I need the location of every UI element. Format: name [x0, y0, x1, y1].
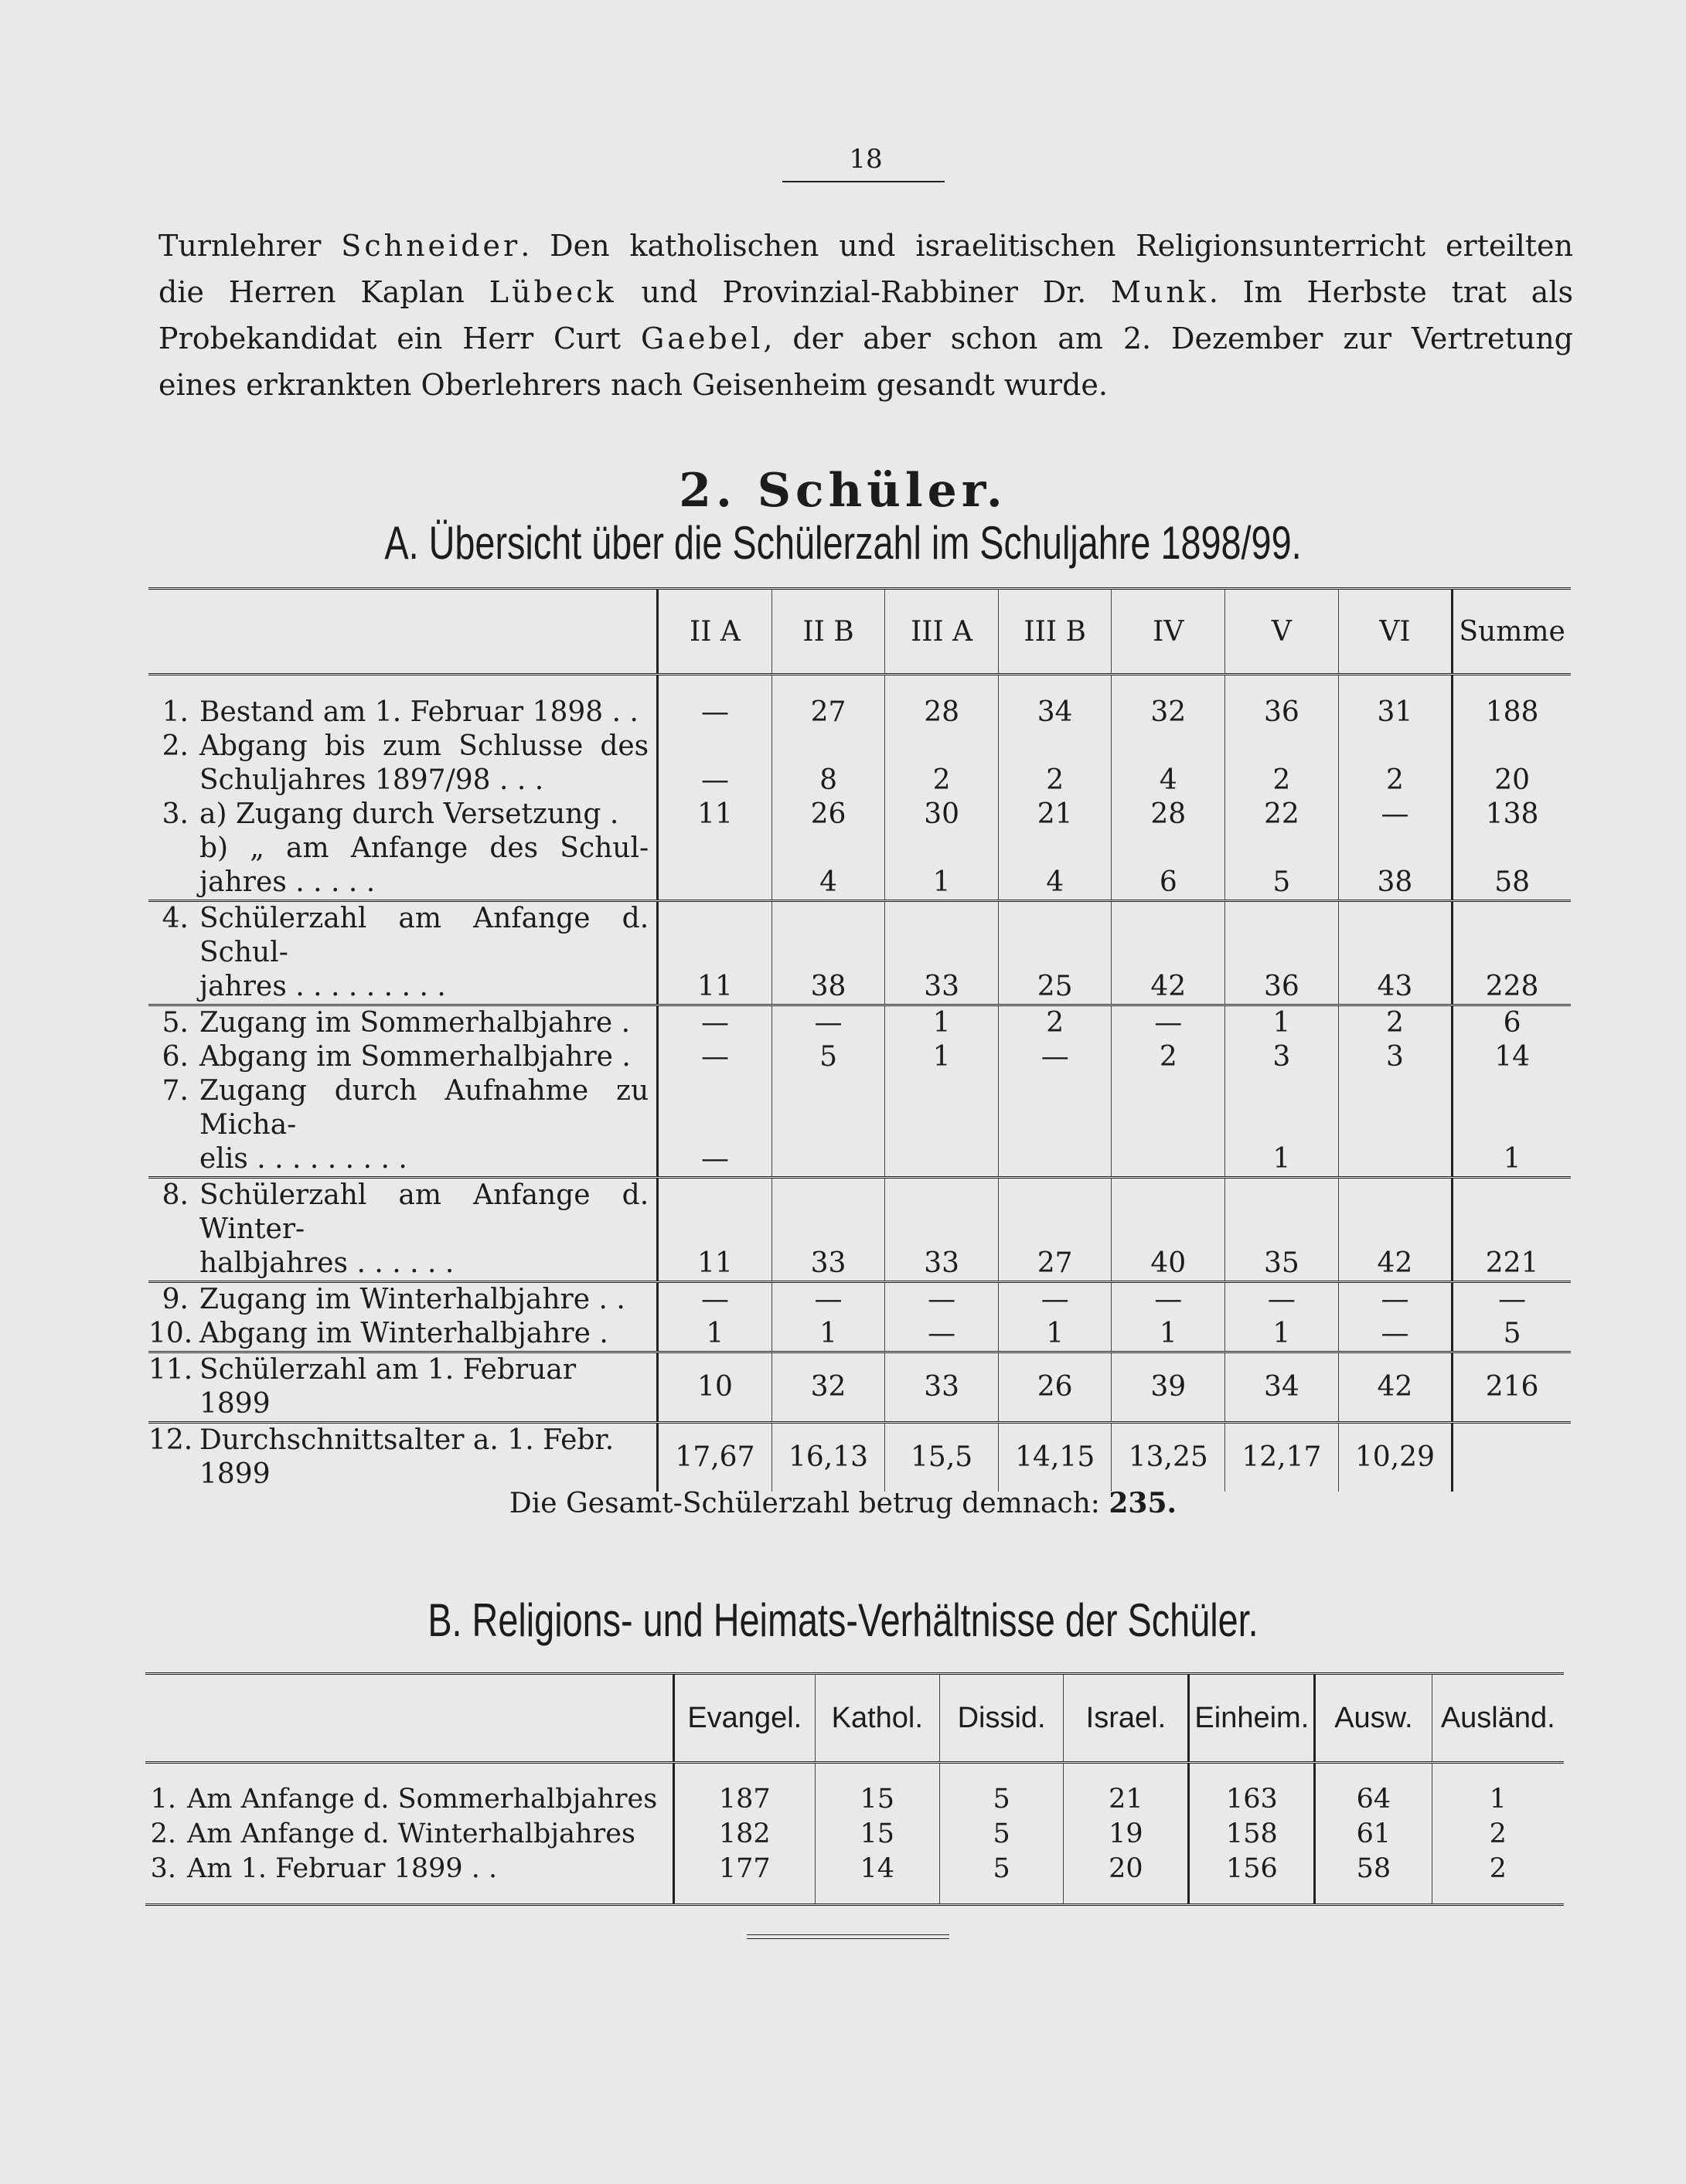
value-cell: 11 [658, 1178, 772, 1282]
value-cell: 17,67 [658, 1423, 772, 1492]
table-row [148, 1352, 1571, 1423]
value-cell: 2 [885, 730, 999, 798]
value-cell: 2 [1338, 730, 1453, 798]
value-cell: 33 [885, 901, 999, 1005]
row-number [148, 832, 189, 866]
value-cell: 1 [1225, 1074, 1339, 1178]
label-continuation: jahres . . . . . [199, 866, 376, 898]
value-cell: — [1338, 798, 1453, 832]
row-number: 1. [162, 696, 189, 728]
value-cell: 28 [885, 675, 999, 730]
value-cell: 58 [1453, 832, 1571, 901]
label-line [145, 1852, 673, 1886]
label-line [148, 902, 649, 970]
label-text: Zugang im Sommerhalbjahre . [199, 1007, 631, 1039]
value-cell: 33 [885, 1178, 999, 1282]
row-label [148, 901, 658, 1005]
label-header [148, 589, 658, 675]
value-cell: 25 [998, 901, 1112, 1005]
row-label [145, 1852, 673, 1905]
value-cell: 1 [885, 1005, 999, 1041]
value-cell: 10 [658, 1352, 772, 1423]
value-cell: — [1112, 1282, 1225, 1318]
table-row [148, 901, 1571, 1005]
intro-line [158, 315, 1573, 362]
table-b-title: B. Religions- und Heimats-Verhältnisse der Schüler. [427, 1594, 1259, 1646]
value-cell: 1 [1453, 1074, 1571, 1178]
value-cell: — [1112, 1005, 1225, 1041]
label-continuation: elis . . . . . . . . . [199, 1143, 407, 1175]
row-number: 12. [148, 1424, 193, 1456]
column-header: IV [1112, 589, 1225, 675]
value-cell: — [885, 1317, 999, 1352]
value-cell: 13,25 [1112, 1423, 1225, 1492]
value-cell: — [658, 675, 772, 730]
value-cell: 182 [673, 1817, 815, 1852]
column-header: II A [658, 589, 772, 675]
student-count-table [148, 587, 1571, 1492]
value-cell: 221 [1453, 1178, 1571, 1282]
value-cell [1453, 1423, 1571, 1492]
value-cell: 2 [1432, 1852, 1564, 1905]
value-cell: 12,17 [1225, 1423, 1339, 1492]
value-cell: 3 [1338, 1040, 1453, 1074]
label-line [148, 730, 649, 764]
value-cell: 1 [1432, 1763, 1564, 1818]
value-cell: 1 [885, 1040, 999, 1074]
label-line [148, 1317, 649, 1351]
value-cell: — [1453, 1282, 1571, 1318]
value-cell: 14,15 [998, 1423, 1112, 1492]
value-cell: 6 [1453, 1005, 1571, 1041]
value-cell: 216 [1453, 1352, 1571, 1423]
label-line [148, 1283, 649, 1317]
value-cell: 1 [998, 1317, 1112, 1352]
intro-paragraph [158, 223, 1573, 408]
text-run: eines erkrankten Oberlehrers nach Geisenheim gesandt wurde. [158, 368, 1108, 402]
value-cell: 11 [658, 901, 772, 1005]
value-cell: 14 [815, 1852, 939, 1905]
value-cell: 138 [1453, 798, 1571, 832]
label-line [148, 798, 649, 832]
value-cell: 1 [1112, 1317, 1225, 1352]
value-cell: 42 [1338, 1178, 1453, 1282]
text-run: , der aber schon am 2. Dezember zur Vertretung [763, 321, 1573, 355]
value-cell: 4 [998, 832, 1112, 901]
text-run: . Den katholischen und israelitischen Religionsunterricht erteilten [520, 229, 1573, 263]
value-cell: 158 [1189, 1817, 1315, 1852]
value-cell: 1 [658, 1317, 772, 1352]
total-students-line [0, 1487, 1686, 1519]
text-run: Probekandidat ein Herr Curt [158, 321, 641, 355]
row-number: 3. [162, 798, 189, 830]
value-cell: — [885, 1282, 999, 1318]
text-run: . Im Herbste trat als [1208, 275, 1573, 309]
value-cell: 2 [1432, 1817, 1564, 1852]
value-cell: 2 [998, 730, 1112, 798]
value-cell: 15 [815, 1763, 939, 1818]
label-text: Schülerzahl am Anfange d. Schul- [199, 903, 649, 968]
row-label [148, 675, 658, 730]
value-cell: 156 [1189, 1852, 1315, 1905]
value-cell: 16,13 [771, 1423, 885, 1492]
row-label [148, 798, 658, 832]
row-number: 4. [162, 903, 189, 934]
label-text: Abgang im Winterhalbjahre . [199, 1318, 608, 1349]
column-header: V [1225, 589, 1339, 675]
column-header: Dissid. [939, 1674, 1064, 1763]
row-label [148, 1074, 658, 1178]
value-cell [771, 1074, 885, 1178]
section-title: 2. Schüler. [679, 464, 1007, 518]
value-cell: 36 [1225, 675, 1339, 730]
intro-line [158, 223, 1573, 269]
label-line [148, 696, 649, 730]
row-label [145, 1763, 673, 1818]
value-cell: 14 [1453, 1040, 1571, 1074]
value-cell: 19 [1064, 1817, 1189, 1852]
value-cell: 33 [771, 1178, 885, 1282]
value-cell: 1 [1225, 1317, 1339, 1352]
column-header: Kathol. [815, 1674, 939, 1763]
row-number: 7. [162, 1075, 189, 1107]
row-label [145, 1817, 673, 1852]
value-cell: — [998, 1040, 1112, 1074]
label-continuation: halbjahres . . . . . . [199, 1247, 455, 1279]
label-text: a) Zugang durch Versetzung . [199, 798, 619, 830]
column-header: Einheim. [1189, 1674, 1315, 1763]
name-munk: Munk [1110, 275, 1209, 309]
value-cell: 1 [771, 1317, 885, 1352]
value-cell: 177 [673, 1852, 815, 1905]
table-row [148, 798, 1571, 832]
row-number: 11. [148, 1354, 193, 1386]
row-label [148, 1423, 658, 1492]
row-number: 9. [162, 1284, 189, 1315]
value-cell: 188 [1453, 675, 1571, 730]
value-cell: 2 [1112, 1040, 1225, 1074]
value-cell: 187 [673, 1763, 815, 1818]
value-cell: 38 [1338, 832, 1453, 901]
label-text: Zugang durch Aufnahme zu Micha- [199, 1075, 649, 1141]
table-row [148, 1178, 1571, 1282]
page-number-rule [782, 181, 945, 182]
value-cell: 36 [1225, 901, 1339, 1005]
row-number: 6. [162, 1041, 189, 1073]
value-cell: 26 [771, 798, 885, 832]
value-cell: 22 [1225, 798, 1339, 832]
value-cell: 6 [1112, 832, 1225, 901]
row-label [148, 1178, 658, 1282]
value-cell: 34 [1225, 1352, 1339, 1423]
value-cell: 35 [1225, 1178, 1339, 1282]
value-cell: 1 [885, 832, 999, 901]
table-row [145, 1852, 1564, 1905]
value-cell: 15 [815, 1817, 939, 1852]
column-header: Ausw. [1315, 1674, 1432, 1763]
value-cell [1112, 1074, 1225, 1178]
label-continuation: Schuljahres 1897/98 . . . [199, 764, 544, 796]
column-header: III B [998, 589, 1112, 675]
value-cell: 40 [1112, 1178, 1225, 1282]
value-cell: 5 [1225, 832, 1339, 901]
value-cell: — [658, 1282, 772, 1318]
value-cell: 64 [1315, 1763, 1432, 1818]
row-label [148, 1040, 658, 1074]
value-cell: 5 [939, 1817, 1064, 1852]
label-line [148, 1179, 649, 1247]
row-label [148, 832, 658, 901]
value-cell: 30 [885, 798, 999, 832]
row-label [148, 730, 658, 798]
row-number: 2. [150, 1818, 176, 1849]
row-number: 8. [162, 1179, 189, 1211]
label-text: Schülerzahl am 1. Februar 1899 [199, 1354, 577, 1420]
value-cell: 5 [939, 1852, 1064, 1905]
value-cell: 21 [998, 798, 1112, 832]
label-text: Am 1. Februar 1899 . . [187, 1853, 498, 1884]
text-run: und Provinzial-Rabbiner Dr. [616, 275, 1111, 309]
row-number: 3. [150, 1853, 176, 1884]
label-header [145, 1674, 673, 1763]
row-number: 2. [162, 730, 189, 762]
table-row [145, 1763, 1564, 1818]
table-row [148, 675, 1571, 730]
row-label [148, 1282, 658, 1318]
name-gaebel: Gaebel [640, 321, 764, 355]
value-cell: 32 [1112, 675, 1225, 730]
value-cell: 21 [1064, 1763, 1189, 1818]
value-cell: 10,29 [1338, 1423, 1453, 1492]
text-run: Turnlehrer [158, 229, 342, 263]
value-cell: 5 [939, 1763, 1064, 1818]
value-cell: — [771, 1005, 885, 1041]
value-cell: 20 [1064, 1852, 1189, 1905]
value-cell: 2 [1338, 1005, 1453, 1041]
value-cell: 39 [1112, 1352, 1225, 1423]
value-cell: — [658, 1040, 772, 1074]
value-cell: 4 [771, 832, 885, 901]
value-cell: 2 [998, 1005, 1112, 1041]
intro-line [158, 269, 1573, 315]
column-header: VI [1338, 589, 1453, 675]
value-cell: — [658, 1074, 772, 1178]
value-cell: 2 [1225, 730, 1339, 798]
value-cell: 15,5 [885, 1423, 999, 1492]
end-rule [747, 1934, 949, 1939]
label-continuation: jahres . . . . . . . . . [199, 971, 446, 1002]
value-cell [658, 832, 772, 901]
value-cell [1338, 1074, 1453, 1178]
value-cell: 61 [1315, 1817, 1432, 1852]
name-schneider: Schneider [341, 229, 521, 263]
column-header: II B [771, 589, 885, 675]
label-line [148, 1353, 649, 1421]
value-cell: 8 [771, 730, 885, 798]
value-cell: 32 [771, 1352, 885, 1423]
column-header: Evangel. [673, 1674, 815, 1763]
column-header: Israel. [1064, 1674, 1189, 1763]
value-cell: 28 [1112, 798, 1225, 832]
religion-origin-table [145, 1672, 1564, 1906]
value-cell: — [998, 1282, 1112, 1318]
table-row [148, 730, 1571, 798]
label-line [148, 1074, 649, 1142]
label-line [148, 1424, 649, 1492]
table-row [148, 1282, 1571, 1318]
table-row [148, 1317, 1571, 1352]
value-cell: 11 [658, 798, 772, 832]
text-run: die Herren Kaplan [158, 275, 489, 309]
label-text: Am Anfange d. Sommerhalbjahres [187, 1784, 658, 1815]
page-number: 18 [849, 144, 883, 175]
value-cell: 20 [1453, 730, 1571, 798]
value-cell: — [1338, 1317, 1453, 1352]
value-cell: 27 [771, 675, 885, 730]
column-header: Ausländ. [1432, 1674, 1564, 1763]
row-number: 10. [148, 1318, 193, 1349]
row-label [148, 1005, 658, 1041]
label-text: b) „ am Anfange des Schul- [199, 832, 649, 864]
table-row [148, 1005, 1571, 1041]
label-text: Bestand am 1. Februar 1898 . . [199, 696, 639, 728]
row-label [148, 1317, 658, 1352]
name-luebeck: Lübeck [489, 275, 617, 309]
label-line [145, 1817, 673, 1852]
table-row [148, 832, 1571, 901]
table-row [145, 1817, 1564, 1852]
value-cell: — [1338, 1282, 1453, 1318]
row-number: 5. [162, 1007, 189, 1039]
label-line [148, 832, 649, 866]
table-row [148, 1040, 1571, 1074]
label-text: Schülerzahl am Anfange d. Winter- [199, 1179, 649, 1245]
value-cell: 228 [1453, 901, 1571, 1005]
value-cell: 5 [1453, 1317, 1571, 1352]
value-cell: 33 [885, 1352, 999, 1423]
value-cell: — [658, 1005, 772, 1041]
value-cell: 42 [1112, 901, 1225, 1005]
table-a-title: A. Übersicht über die Schülerzahl im Schuljahre 1898/99. [384, 517, 1302, 569]
value-cell: — [658, 730, 772, 798]
label-text: Zugang im Winterhalbjahre . . [199, 1284, 625, 1315]
row-number: 1. [150, 1784, 176, 1815]
column-header: Summe [1453, 589, 1571, 675]
value-cell: 43 [1338, 901, 1453, 1005]
value-cell: 31 [1338, 675, 1453, 730]
value-cell: 38 [771, 901, 885, 1005]
value-cell: 26 [998, 1352, 1112, 1423]
column-header: III A [885, 589, 999, 675]
intro-line [158, 362, 1573, 408]
value-cell: — [1225, 1282, 1339, 1318]
label-line [145, 1782, 673, 1817]
value-cell: 3 [1225, 1040, 1339, 1074]
label-text: Abgang im Sommerhalbjahre . [199, 1041, 631, 1073]
label-line [148, 1040, 649, 1074]
value-cell [885, 1074, 999, 1178]
value-cell: 27 [998, 1178, 1112, 1282]
label-text: Am Anfange d. Winterhalbjahres [187, 1818, 635, 1849]
value-cell [998, 1074, 1112, 1178]
value-cell: 34 [998, 675, 1112, 730]
label-text: Abgang bis zum Schlusse des [199, 730, 649, 762]
label-line [148, 1006, 649, 1040]
row-label [148, 1352, 658, 1423]
value-cell: 5 [771, 1040, 885, 1074]
label-text: Durchschnittsalter a. 1. Febr. 1899 [199, 1424, 615, 1490]
value-cell: — [771, 1282, 885, 1318]
total-value: 235. [1109, 1487, 1177, 1519]
total-text: Die Gesamt-Schülerzahl betrug demnach: [509, 1488, 1100, 1519]
value-cell: 42 [1338, 1352, 1453, 1423]
value-cell: 163 [1189, 1763, 1315, 1818]
value-cell: 58 [1315, 1852, 1432, 1905]
value-cell: 1 [1225, 1005, 1339, 1041]
value-cell: 4 [1112, 730, 1225, 798]
table-row [148, 1074, 1571, 1178]
table-row [148, 1423, 1571, 1492]
